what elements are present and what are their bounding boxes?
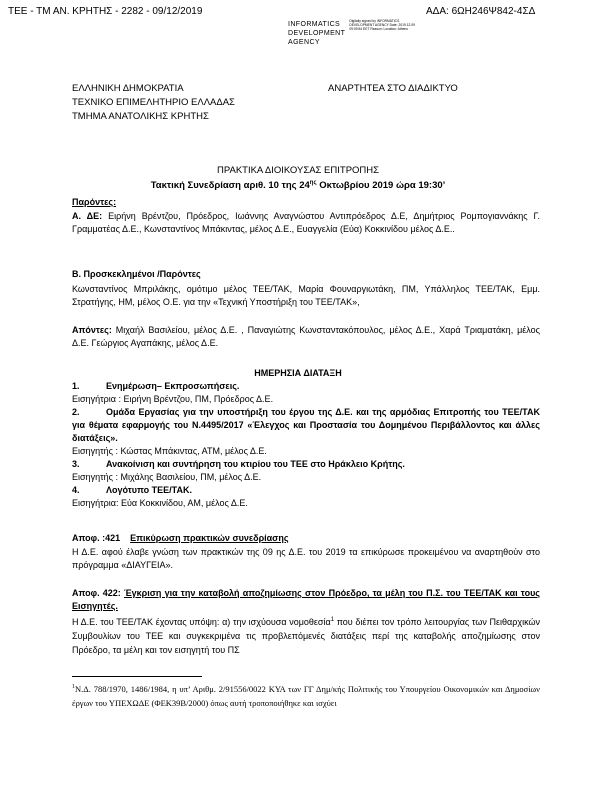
agenda-item-title — [72, 380, 540, 393]
document-id-header: ΤΕΕ - ΤΜ ΑΝ. ΚΡΗΤΗΣ - 2282 - 09/12/2019 — [8, 6, 203, 17]
org-line-2: ΤΕΧΝΙΚΟ ΕΠΙΜΕΛΗΤΗΡΙΟ ΕΛΛΑΔΑΣ — [72, 97, 235, 108]
agenda-item-rapporteur: Εισηγητής : Μιχάλης Βασιλείου, ΠΜ, μέλος Δ.Ε. — [72, 472, 262, 482]
agenda-item-text: Λογότυπο ΤΕΕ/ΤΑΚ. — [106, 485, 192, 495]
decision-422-text — [72, 615, 540, 657]
invited-heading: Β. Προσκεκλημένοι /Παρόντες — [72, 269, 201, 279]
agenda-heading: ΗΜΕΡΗΣΙΑ ΔΙΑΤΑΞΗ — [254, 368, 342, 378]
minutes-title: ΠΡΑΚΤΙΚΑ ΔΙΟΙΚΟΥΣΑΣ ΕΠΙΤΡΟΠΗΣ — [216, 165, 380, 176]
agenda-item-rapporteur: Εισηγήτρια : Ειρήνη Βρέντζου, ΠΜ, Πρόεδρος Δ.Ε. — [72, 394, 274, 404]
session-subtitle — [60, 179, 536, 193]
present-heading: Παρόντες: — [72, 197, 117, 207]
decision-421-text: Η Δ.Ε. αφού έλαβε γνώση των πρακτικών της 09 ης Δ.Ε. του 2019 τα επικύρωσε προκειμένου να αναρτηθούν στο πρόγραμμα «ΔΙΑΥΓΕΙΑ». — [72, 547, 540, 570]
agenda-item-text: Ομάδα Εργασίας για την υποστήριξη του έργου της Δ.Ε. και της αρμόδιας Επιτροπής του ΤΕΕ/ΤΑΚ για θέματα εφαρμογής του Ν.4495/2017 «Έλεγχος και Προστασία του Δομημένου Περιβάλλοντος και άλλες διατάξεις». — [72, 407, 540, 443]
signature-logo-text — [288, 20, 345, 47]
org-line-1: ΕΛΛΗΝΙΚΗ ΔΗΜΟΚΡΑΤΙΑ — [72, 83, 184, 94]
decision-title: Έγκριση για την καταβολή αποζημίωσης στον Πρόεδρο, τα μέλη του Π.Σ. του ΤΕΕ/ΤΑΚ και τους Εισηγητές. — [72, 588, 540, 611]
org-line-3: ΤΜΗΜΑ ΑΝΑΤΟΛΙΚΗΣ ΚΡΗΤΗΣ — [72, 111, 209, 122]
footnote-separator — [72, 676, 202, 677]
agenda-item-rapporteur: Εισηγητής : Κώστας Μπάκιντας, ΑΤΜ, μέλος Δ.Ε. — [72, 446, 267, 456]
logo-line-3: AGENCY — [288, 39, 320, 46]
board-label: Α. ΔΕ: — [72, 211, 103, 221]
ada-code: ΑΔΑ: 6ΩΗ246Ψ842-4ΣΔ — [426, 6, 536, 17]
agenda-item-number: 4. — [72, 485, 80, 495]
agenda-item-text: Ανακοίνιση και συντήρηση του κτιρίου του ΤΕΕ στο Ηράκλειο Κρήτης. — [106, 459, 405, 469]
board-members-present — [72, 210, 540, 236]
signature-details: Digitally signed by INFORMATICS DEVELOPMENT AGENCY Date: 2019.12.09 09:09:54 EET Reason: Location: Athens — [349, 19, 415, 31]
agenda-item-rapporteur: Εισηγήτρια: Εύα Κοκκινίδου, ΑΜ, μέλος Δ.Ε. — [72, 498, 248, 508]
agenda-item-title — [72, 458, 540, 471]
decision-label: Αποφ. :421 — [72, 533, 121, 543]
agenda-item — [72, 406, 540, 458]
decision-text-start: Η Δ.Ε. του ΤΕΕ/ΤΑΚ έχοντας υπόψη: α) την ισχύουσα νομοθεσία — [72, 617, 331, 627]
absent-members — [72, 324, 540, 350]
footnote-number: 1 — [72, 684, 75, 691]
digital-signature-stamp — [288, 20, 423, 47]
board-members-text: Ειρήνη Βρέντζου, Πρόεδρος, Ιωάννης Αναγνώστου Αντιπρόεδρος Δ.Ε, Δημήτριος Ρομπογιαννάκης Γ. Γραμματέας Δ.Ε., Κωνσταντίνος Μπάκιντας, μέλος Δ.Ε., Ευαγγελία (Εύα) Κοκκινίδου μέλος Δ.Ε.. — [72, 211, 541, 234]
agenda-item — [72, 484, 540, 510]
absent-label: Απόντες: — [72, 325, 112, 335]
decision-text-rest: που διέπει τον τρόπο λειτουργίας των Πειθαρχικών Συμβουλίων του ΤΕΕ και συγκεκριμένα τις προβλεπόμενές διατάξεις περί της καταβολής αποζημίωσης στον Πρόεδρο, τα μέλη και τον εισηγητή του ΠΣ — [72, 617, 540, 655]
decision-422-heading — [72, 587, 540, 613]
absent-text: Μιχαήλ Βασιλείου, μέλος Δ.Ε. , Παναγιώτης Κωνσταντακόπουλος, μέλος Δ.Ε., Χαρά Τριαματάκη, μέλος Δ.Ε. Γεώργιος Αγαπάκης, μέλος Δ.Ε. — [72, 325, 540, 348]
footnote-reference: 1 — [330, 617, 335, 623]
footnote-text: Ν.Δ. 788/1970, 1486/1984, η υπ’ Αριθμ. 2/91556/0022 ΚΥΑ των ΓΓ Δημ/κής Πολιτικής του Υπουργείου Οικονομικών και Δημοσίων έργων του ΥΠΕΧΩΔΕ (ΦΕΚ39Β/2000) όπως αυτή τροποποιήθηκε και ισχύει — [72, 684, 540, 708]
agenda-item-number: 3. — [72, 459, 80, 469]
decision-421-heading — [72, 532, 540, 545]
decision-title: Επικύρωση πρακτικών συνεδρίασης — [130, 533, 289, 543]
agenda-item-number: 2. — [72, 407, 80, 417]
logo-line-2: DEVELOPMENT — [288, 30, 346, 37]
agenda-item-title — [72, 406, 540, 445]
agenda-item — [72, 458, 540, 484]
agenda-item — [72, 380, 540, 406]
invited-text: Κωνσταντίνος Μπριλάκης, ομότιμο μέλος ΤΕΕ/ΤΑΚ, Μαρία Φουναργιωτάκη, ΠΜ, Υπάλληλος ΤΕΕ/ΤΑΚ, Εμμ. Στρατήγης, ΗΜ, μέλος Ο.Ε. για την «Τεχνική Υποστήριξη του ΤΕΕ/ΤΑΚ», — [72, 284, 540, 307]
posting-notice: ΑΝΑΡΤΗΤΕΑ ΣΤΟ ΔΙΑΔΙΚΤΥΟ — [328, 83, 458, 94]
subtitle-text: Τακτική Συνεδρίαση αριθ. 10 της 24 — [150, 180, 310, 191]
subtitle-superscript: ης — [309, 179, 317, 186]
agenda-item-number: 1. — [72, 381, 80, 391]
organization-block — [72, 82, 235, 124]
logo-line-1: INFORMATICS — [288, 21, 341, 28]
footnote — [72, 682, 540, 710]
subtitle-date: Οκτωβρίου 2019 ώρα 19:30’ — [316, 180, 446, 191]
agenda-item-text: Ενημέρωση– Εκπροσωπήσεις. — [106, 381, 240, 391]
agenda-item-title — [72, 484, 540, 497]
decision-label: Αποφ. 422: — [72, 588, 121, 598]
